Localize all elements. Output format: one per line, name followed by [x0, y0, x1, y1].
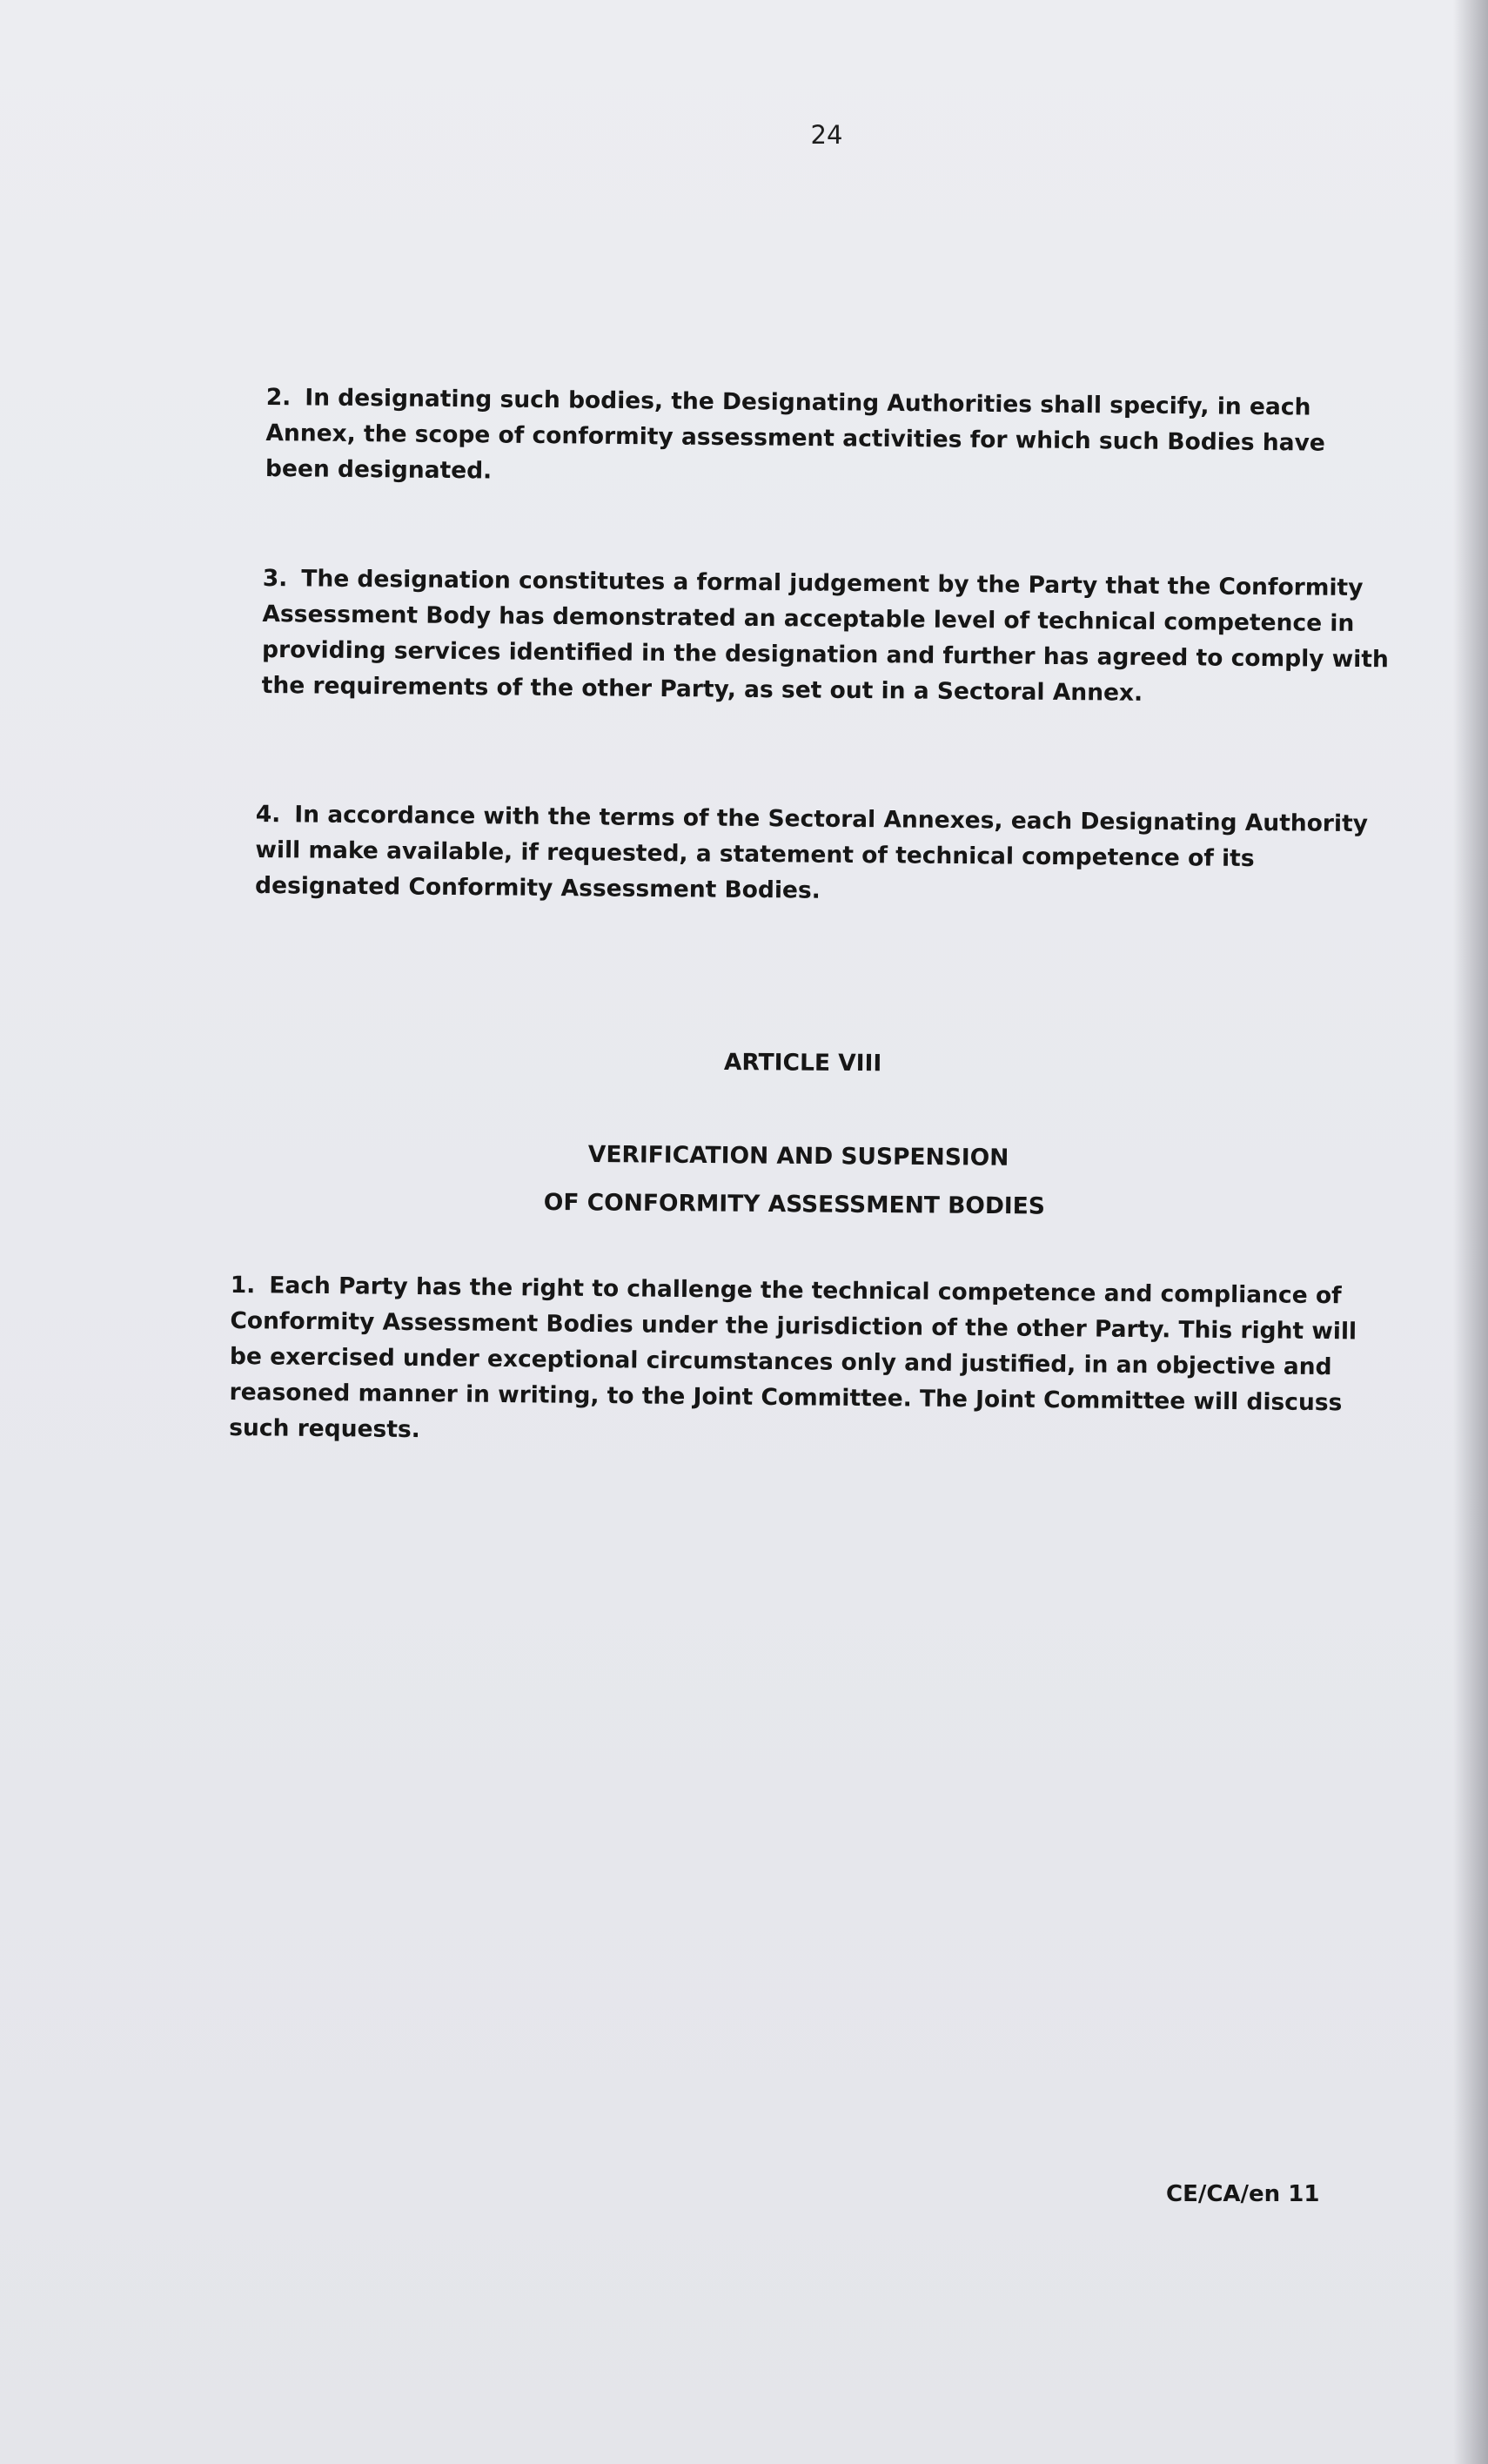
article-paragraph-1: [229, 1267, 1362, 1456]
paragraph-3: [262, 561, 1394, 713]
article-title: ARTICLE VIII: [723, 1049, 882, 1078]
paragraph-text: In designating such bodies, the Designating Authorities shall specify, in each Annex, the scope of conformity assessment activities for which such Bodies have been designated.: [265, 384, 1325, 485]
paragraph-text: In accordance with the terms of the Sectoral Annexes, each Designating Authority will make available, if requested, a statement of technical competence of its designated Conformity Assessment Bodies.: [254, 801, 1369, 904]
paragraph-number: 4.: [255, 800, 281, 829]
paragraph-4: [255, 796, 1378, 913]
paragraph-number: 2.: [265, 383, 292, 412]
paragraph-text: Each Party has the right to challenge the technical competence and compliance of Conformity Assessment Bodies under the jurisdiction of the other Party. This right will be exercised under exceptional circumstances only and justified, in an objective and reasoned manner in writing, to the Joint Committee. The Joint Committee will discuss such requests.: [229, 1272, 1357, 1444]
paragraph-2: [265, 379, 1398, 497]
paragraph-number: 1.: [230, 1271, 256, 1299]
page-edge-shadow: [1453, 0, 1488, 2464]
paragraph-number: 3.: [262, 564, 288, 593]
paragraph-text: The designation constitutes a formal judgement by the Party that the Conformity Assessment Body has demonstrated an acceptable level of technical competence in providing services identified in the designation and further has agreed to comply with the requirements of the other Party, as set out in a Sectoral Annex.: [261, 565, 1389, 707]
article-subtitle-line-2: OF CONFORMITY ASSESSMENT BODIES: [543, 1189, 1046, 1220]
document-reference: CE/CA/en 11: [1166, 2181, 1320, 2207]
page-number: 24: [810, 120, 843, 150]
article-subtitle-line-1: VERIFICATION AND SUSPENSION: [587, 1141, 1009, 1172]
